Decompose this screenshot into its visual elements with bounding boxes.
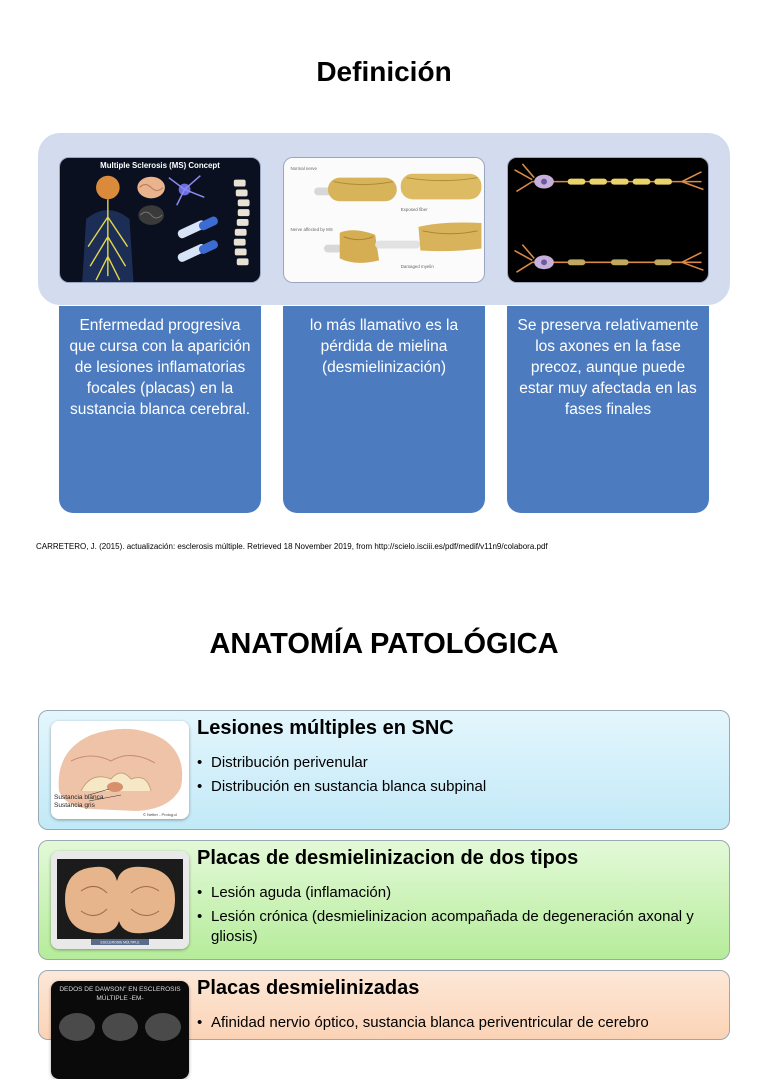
section-title-definicion: Definición xyxy=(316,56,452,87)
bullet: • Afinidad nervio óptico, sustancia blanca periventricular de cerebro xyxy=(197,1013,717,1033)
ms-concept-caption: Multiple Sclerosis (MS) Concept xyxy=(100,160,220,170)
definition-card-2: lo más llamativo es la pérdida de mielina (desmielinización) xyxy=(283,306,485,513)
label-netter: © Netter - Prolog.cl xyxy=(143,812,178,817)
bullet: • Distribución perivenular xyxy=(197,753,717,773)
label-normal-nerve: Normal nerve xyxy=(290,165,317,171)
definition-card-1: Enfermedad progresiva que cursa con la aparición de lesiones inflamatorias focales (placas) en la sustancia blanca cerebral. xyxy=(59,306,261,513)
definition-card-3: Se preserva relativamente los axones en la fase precoz, aunque puede estar muy afectada en las fases finales xyxy=(507,306,709,513)
brain-slice-illustration xyxy=(51,851,189,949)
label-damaged-myelin: Damaged myelin xyxy=(400,264,434,270)
mri-image xyxy=(51,981,189,1079)
brain-section-image xyxy=(51,721,189,819)
ms-concept-illustration xyxy=(60,158,260,282)
label-dedos-dawson: DEDOS DE DAWSON" EN ESCLEROSIS xyxy=(59,986,181,993)
row-2-bullets xyxy=(197,883,717,951)
row-2-title: Placas de desmielinizacion de dos tipos xyxy=(197,847,579,869)
axon-image xyxy=(507,157,709,283)
bullet: • Distribución en sustancia blanca subpinal xyxy=(197,777,717,797)
citation: CARRETERO, J. (2015). actualización: esclerosis múltiple. Retrieved 18 November 2019, from http://scielo.isciii.es/pdf/medif/v11n9/colabora.pdf xyxy=(36,542,548,551)
bullet: • Lesión aguda (inflamación) xyxy=(197,883,717,903)
ms-concept-image xyxy=(59,157,261,283)
pathology-row-2 xyxy=(38,840,730,960)
mri-illustration xyxy=(51,981,189,1079)
myelin-nerve-image xyxy=(283,157,485,283)
section-title-anatomia: ANATOMÍA PATOLÓGICA xyxy=(209,628,559,660)
row-1-title: Lesiones múltiples en SNC xyxy=(197,717,454,739)
label-exposed-fiber: Exposed fiber xyxy=(400,207,428,213)
label-sustancia-blanca: Sustancia blanca xyxy=(54,794,104,801)
brain-slice-image xyxy=(51,851,189,949)
label-esclerosis-multiple: ESCLEROSIS MÚLTIPLE xyxy=(100,940,140,945)
label-sustancia-gris: Sustancia gris xyxy=(54,802,95,809)
axon-illustration xyxy=(508,158,708,282)
myelin-nerve-illustration xyxy=(284,158,484,282)
bullet: • Lesión crónica (desmielinizacion acompañada de degeneración axonal y gliosis) xyxy=(197,907,717,947)
pathology-row-3 xyxy=(38,970,730,1040)
label-nerve-ms: Nerve affected by MS xyxy=(290,226,333,232)
pathology-row-1 xyxy=(38,710,730,830)
row-3-bullets xyxy=(197,1013,717,1037)
row-1-bullets xyxy=(197,753,717,801)
label-multiple-em: MÚLTIPLE -EM- xyxy=(96,995,144,1002)
brain-section-illustration xyxy=(51,721,189,819)
row-3-title: Placas desmielinizadas xyxy=(197,977,420,999)
